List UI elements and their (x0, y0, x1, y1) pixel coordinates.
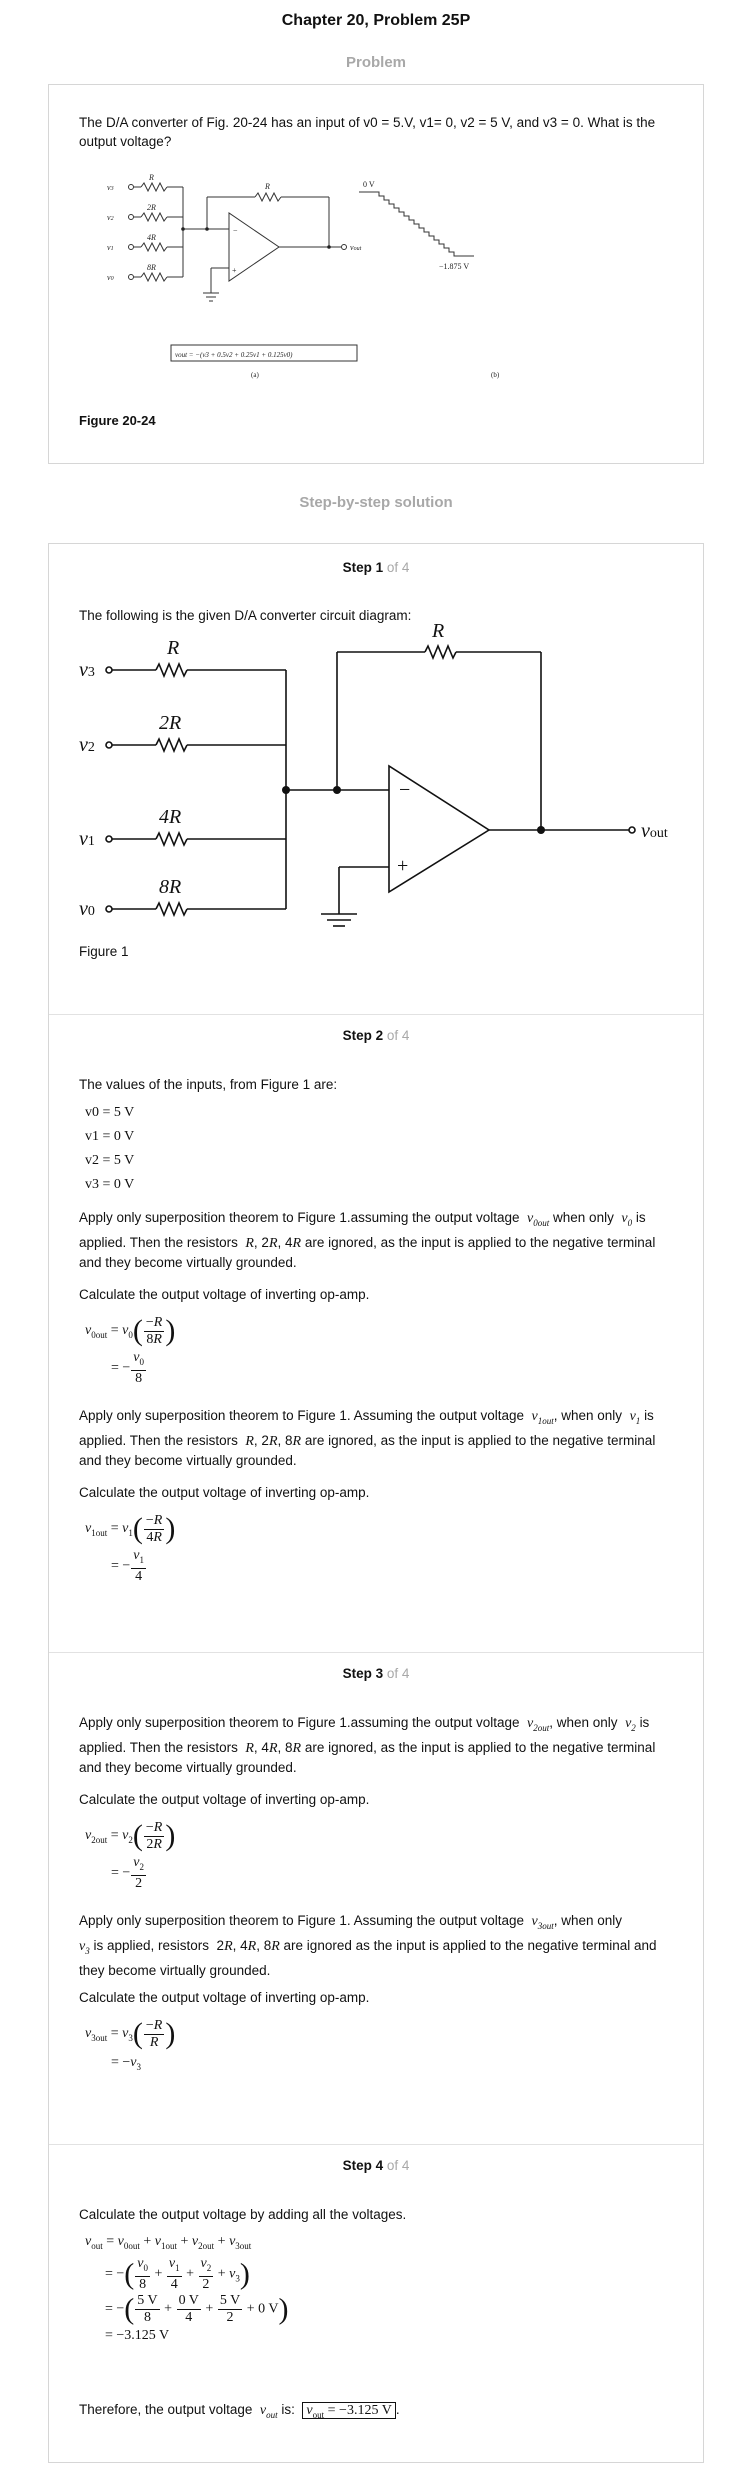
value-v1: v1 = 0 V (85, 1129, 135, 1144)
svg-text:+: + (232, 266, 237, 275)
step-2-calc-2: Calculate the output voltage of inverting op-amp. (79, 1485, 370, 1500)
figure-20-24 (79, 173, 639, 403)
step-2-para-2: Apply only superposition theorem to Figure 1. Assuming the output voltage $v_{1out}$, when only $v_1$ is applied. Then the resistors R, 2R, 8R are ignored, as the input is applied to the negative terminal and they become virtually grounded. (79, 1408, 656, 1468)
svg-text:R: R (167, 637, 180, 659)
svg-text:R: R (432, 620, 445, 642)
svg-text:v0: v0 (107, 273, 114, 282)
step-4-header: Step 4 of 4 (342, 2158, 410, 2173)
value-v3: v3 = 0 V (85, 1177, 135, 1192)
svg-text:vout: vout (641, 820, 668, 842)
svg-text:2R: 2R (159, 712, 182, 734)
result-value: −3.125 V (116, 2327, 170, 2343)
svg-text:R: R (149, 173, 154, 182)
svg-text:v1: v1 (79, 828, 95, 850)
problem-text: The D/A converter of Fig. 20-24 has an input of v0 = 5.V, v1= 0, v2 = 5 V, and v3 = 0. What is the output voltage? (79, 115, 656, 149)
eq-v0out: $v_{0out} = v_0$( $\frac{-R}{8R}$ ) = − $\frac{v_0}{8}$ (85, 1314, 176, 1386)
solution-card (48, 543, 704, 2463)
step-3-calc: Calculate the output voltage of inverting op-amp. (79, 1792, 370, 1807)
step-1-circuit (49, 620, 669, 934)
page-title: Chapter 20, Problem 25P (281, 12, 471, 29)
svg-text:4R: 4R (147, 233, 156, 242)
step-4-intro: Calculate the output voltage by adding all the voltages. (79, 2207, 407, 2222)
boxed-result: −3.125 V (339, 2403, 392, 2418)
fig-bottom-voltage: −1.875 V (439, 262, 470, 271)
svg-text:8R: 8R (159, 876, 182, 898)
fig-formula: vout = −(v3 + 0.5v2 + 0.25v1 + 0.125v0) (175, 351, 293, 359)
problem-card (48, 84, 704, 464)
svg-text:v3: v3 (79, 659, 95, 681)
fig-top-voltage: 0 V (363, 180, 375, 189)
value-v2: v2 = 5 V (85, 1153, 135, 1168)
step-3-header: Step 3 of 4 (342, 1666, 410, 1681)
solution-label: Step-by-step solution (299, 494, 453, 511)
problem-label: Problem (345, 54, 406, 71)
step-2-calc: Calculate the output voltage of inverting op-amp. (79, 1287, 370, 1302)
svg-text:2R: 2R (147, 203, 156, 212)
svg-text:R: R (265, 182, 270, 191)
step-2-intro: The values of the inputs, from Figure 1 are: (79, 1077, 338, 1092)
eq-v1out: $v_{1out} = v_1$( $\frac{-R}{4R}$ ) = − $\frac{v_1}{4}$ (85, 1512, 176, 1584)
step-4-conclusion: Therefore, the output voltage $v_{out}$ is: $v_{out} = -3.125$ V . (79, 2402, 400, 2420)
svg-text:v0: v0 (79, 898, 95, 920)
step-3-para-2: Apply only superposition theorem to Figure 1. Assuming the output voltage $v_{3out}$, when only $v_3$ is applied, resistors 2R, 4R, 8R are ignored as the input is applied to the negative terminal and they become virtually grounded. (79, 1913, 657, 1978)
figure-caption: Figure 20-24 (79, 413, 156, 428)
step-1-header: Step 1 of 4 (342, 560, 410, 575)
step-1-caption: Figure 1 (79, 944, 129, 959)
svg-text:vout: vout (350, 243, 362, 252)
svg-text:v2: v2 (79, 734, 95, 756)
svg-text:8R: 8R (147, 263, 156, 272)
svg-text:4R: 4R (159, 806, 182, 828)
step-1-text: The following is the given D/A converter circuit diagram: (79, 608, 412, 623)
eq-v2out: $v_{2out} = v_2$( $\frac{-R}{2R}$ ) = − $\frac{v_2}{2}$ (85, 1819, 176, 1891)
svg-text:+: + (397, 855, 409, 877)
svg-text:−: − (399, 779, 411, 801)
fig-label-b: (b) (491, 371, 500, 379)
step-2-header: Step 2 of 4 (342, 1028, 410, 1043)
svg-text:v3: v3 (107, 183, 114, 192)
step-2-para-1: Apply only superposition theorem to Figure 1.assuming the output voltage $v_{0out}$ when only $v_0$ is applied. Then the resistors R, 2R, 4R are ignored, as the input is applied to the negative terminal and they become virtually grounded. (79, 1210, 656, 1270)
svg-text:v2: v2 (107, 213, 114, 222)
fig-label-a: (a) (251, 371, 259, 379)
eq-v3out: $v_{3out} = v_3$( $\frac{-R}{R}$ ) = $-v_3$ (85, 2017, 176, 2072)
step-3-para-1: Apply only superposition theorem to Figure 1.assuming the output voltage $v_{2out}$, when only $v_2$ is applied. Then the resistors R, 4R, 8R are ignored, as the input is applied to the negative terminal and they become virtually grounded. (79, 1715, 656, 1775)
eq-vout-sum: $v_{out} = v_{0out} + v_{1out} + v_{2out} + v_{3out}$ = −( $\frac{v_0}{8}$ + $\frac{v_1}{4}$ + $\frac{v_2}{2}$ + $v_3$) = −( $\frac{5 V}{8}$ + $\frac{0 V}{4}$ + $\frac{5 V}{2}$ + 0 V) = −3.125 V (85, 2234, 289, 2343)
svg-text:−: − (233, 226, 238, 235)
value-v0: v0 = 5 V (85, 1105, 135, 1120)
step-3-calc-2: Calculate the output voltage of inverting op-amp. (79, 1990, 370, 2005)
svg-text:v1: v1 (107, 243, 114, 252)
